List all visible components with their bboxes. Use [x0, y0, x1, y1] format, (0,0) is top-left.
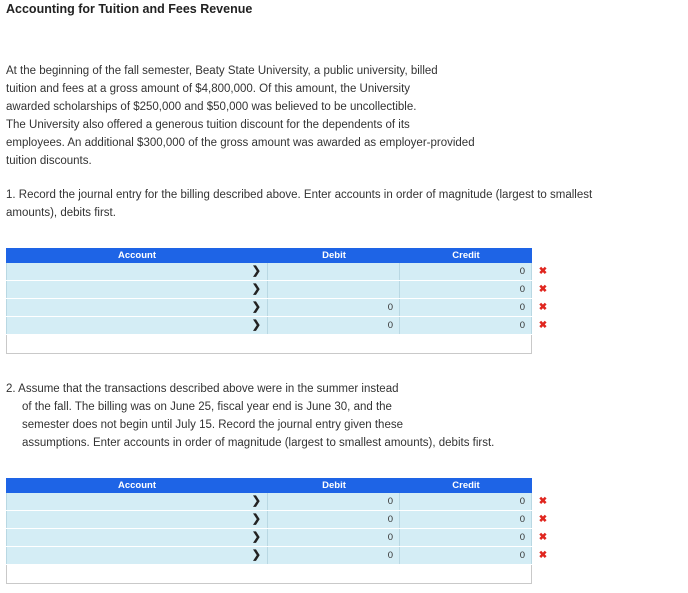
- debit-input[interactable]: [268, 511, 400, 528]
- debit-value: 0: [387, 550, 393, 561]
- table-header: [6, 478, 532, 493]
- chevron-down-icon[interactable]: ❯: [251, 531, 261, 543]
- question-2-line: assumptions. Enter accounts in order of magnitude (largest to smallest amounts), debits first.: [22, 437, 495, 449]
- debit-column-header: Debit: [322, 250, 346, 261]
- table-footer: [6, 565, 532, 584]
- debit-input[interactable]: [268, 263, 400, 280]
- credit-value: 0: [519, 550, 525, 561]
- question-2-line: 2. Assume that the transactions described above were in the summer instead: [6, 383, 399, 395]
- description-line: The University also offered a generous tuition discount for the dependents of its: [6, 119, 410, 131]
- chevron-down-icon[interactable]: ❯: [251, 301, 261, 313]
- journal-table-1: [6, 248, 548, 354]
- debit-column-header: Debit: [322, 480, 346, 491]
- description-line: tuition and fees at a gross amount of $4,800,000. Of this amount, the University: [6, 83, 411, 95]
- account-column-header: Account: [118, 250, 156, 261]
- chevron-down-icon[interactable]: ❯: [251, 549, 261, 561]
- incorrect-icon: ✖: [538, 266, 548, 277]
- debit-input[interactable]: [268, 299, 400, 316]
- incorrect-icon: ✖: [538, 550, 548, 561]
- credit-value: 0: [519, 302, 525, 313]
- incorrect-icon: ✖: [538, 532, 548, 543]
- table-body: [6, 493, 548, 565]
- debit-input[interactable]: [268, 281, 400, 298]
- credit-value: 0: [519, 514, 525, 525]
- table-row: [6, 493, 548, 511]
- credit-input[interactable]: [400, 511, 532, 528]
- description-line: awarded scholarships of $250,000 and $50,000 was believed to be uncollectible.: [6, 101, 417, 113]
- incorrect-icon: ✖: [538, 302, 548, 313]
- credit-input[interactable]: [400, 547, 532, 564]
- credit-value: 0: [519, 496, 525, 507]
- credit-input[interactable]: [400, 493, 532, 510]
- credit-column-header: Credit: [452, 480, 480, 491]
- account-select[interactable]: [6, 511, 268, 528]
- question-2: [6, 380, 676, 452]
- question-1: [6, 186, 676, 222]
- chevron-down-icon[interactable]: ❯: [251, 283, 261, 295]
- chevron-down-icon[interactable]: ❯: [251, 265, 261, 277]
- table-row: [6, 317, 548, 335]
- account-select[interactable]: [6, 299, 268, 316]
- incorrect-icon: ✖: [538, 320, 548, 331]
- credit-column-header: Credit: [452, 250, 480, 261]
- incorrect-icon: ✖: [538, 284, 548, 295]
- debit-input[interactable]: [268, 529, 400, 546]
- table-row: [6, 263, 548, 281]
- debit-input[interactable]: [268, 547, 400, 564]
- table-row: [6, 299, 548, 317]
- account-select[interactable]: [6, 317, 268, 334]
- account-select[interactable]: [6, 547, 268, 564]
- account-select[interactable]: [6, 529, 268, 546]
- chevron-down-icon[interactable]: ❯: [251, 495, 261, 507]
- journal-table-2: [6, 478, 548, 584]
- description-line: employees. An additional $300,000 of the gross amount was awarded as employer-provided: [6, 137, 475, 149]
- table-header: [6, 248, 532, 263]
- account-select[interactable]: [6, 281, 268, 298]
- description-line: At the beginning of the fall semester, Beaty State University, a public university, billed: [6, 65, 438, 77]
- debit-value: 0: [387, 302, 393, 313]
- question-1-line: amounts), debits first.: [6, 207, 116, 219]
- debit-value: 0: [387, 514, 393, 525]
- account-column-header: Account: [118, 480, 156, 491]
- table-row: [6, 547, 548, 565]
- debit-value: 0: [387, 320, 393, 331]
- credit-input[interactable]: [400, 317, 532, 334]
- table-row: [6, 511, 548, 529]
- table-row: [6, 281, 548, 299]
- debit-value: 0: [387, 532, 393, 543]
- question-1-line: 1. Record the journal entry for the billing described above. Enter accounts in order of magnitude (largest to smallest: [6, 189, 593, 201]
- credit-value: 0: [519, 266, 525, 277]
- table-row: [6, 529, 548, 547]
- credit-input[interactable]: [400, 281, 532, 298]
- incorrect-icon: ✖: [538, 496, 548, 507]
- page-title: Accounting for Tuition and Fees Revenue: [6, 2, 253, 16]
- description-line: tuition discounts.: [6, 155, 92, 167]
- chevron-down-icon[interactable]: ❯: [251, 513, 261, 525]
- debit-input[interactable]: [268, 317, 400, 334]
- credit-input[interactable]: [400, 299, 532, 316]
- credit-input[interactable]: [400, 529, 532, 546]
- incorrect-icon: ✖: [538, 514, 548, 525]
- chevron-down-icon[interactable]: ❯: [251, 319, 261, 331]
- credit-value: 0: [519, 284, 525, 295]
- table-footer: [6, 335, 532, 354]
- problem-description: [6, 62, 566, 170]
- debit-value: 0: [387, 496, 393, 507]
- question-2-line: of the fall. The billing was on June 25, fiscal year end is June 30, and the: [22, 401, 392, 413]
- credit-input[interactable]: [400, 263, 532, 280]
- credit-value: 0: [519, 320, 525, 331]
- account-select[interactable]: [6, 263, 268, 280]
- table-body: [6, 263, 548, 335]
- question-2-line: semester does not begin until July 15. Record the journal entry given these: [22, 419, 403, 431]
- debit-input[interactable]: [268, 493, 400, 510]
- credit-value: 0: [519, 532, 525, 543]
- account-select[interactable]: [6, 493, 268, 510]
